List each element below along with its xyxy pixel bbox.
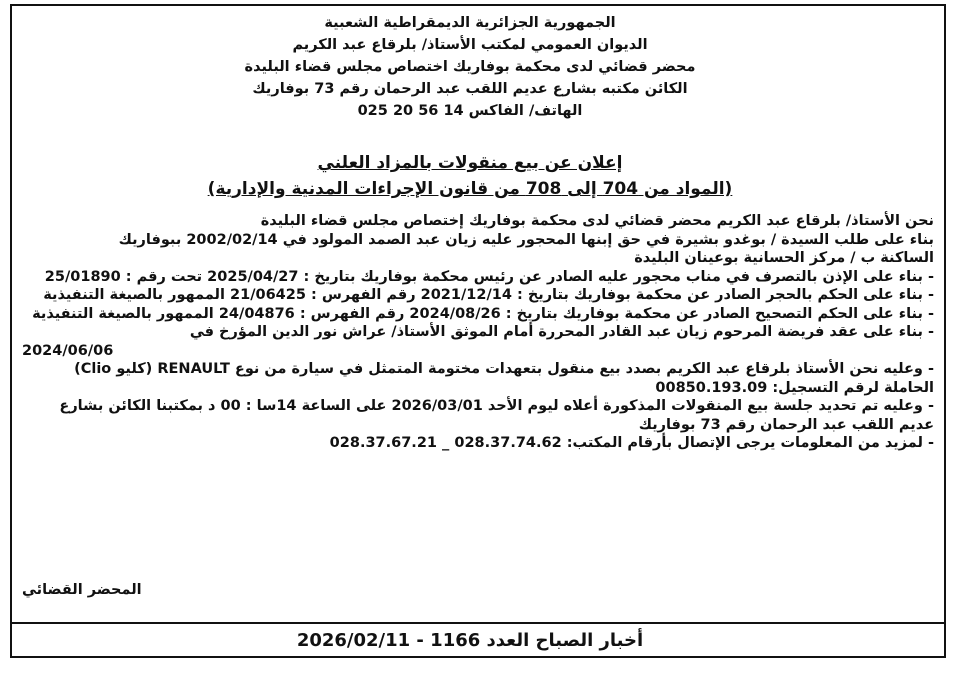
header-line-phone: الهاتف/ الفاكس 14 56 20 025 — [357, 103, 583, 119]
body-intro: نحن الأستاذ/ بلرقاع عبد الكريم محضر قضائي لدى محكمة بوفاريك إختصاص مجلس قضاء البليدة — [260, 213, 934, 229]
body-sale-item: - وعليه نحن الأستاذ بلرقاع عبد الكريم بصدد بيع منقول بتعهدات مختومة المتمثل في سيارة من نوع RENAULT (كليو Clio) الحاملة لرقم التسجيل: 00850.193.09 — [74, 361, 934, 396]
signature: المحضر القضائي — [22, 582, 142, 598]
header-line-republic: الجمهورية الجزائرية الديمقراطية الشعبية — [324, 15, 616, 31]
publication-footer: أخبار الصباح العدد 1166 - 2026/02/11 — [296, 630, 644, 651]
header-line-bailiff: محضر قضائي لدى محكمة بوفاريك اختصاص مجلس قضاء البليدة — [244, 59, 696, 75]
body-inheritance-deed: - بناء على عقد فريضة المرحوم زيان عبد القادر المحررة أمام الموثق الأستاذ/ عراش نور الدين المؤرخ في — [189, 324, 934, 340]
notice-title: إعلان عن بيع منقولات بالمزاد العلني — [317, 153, 623, 173]
header — [200, 12, 740, 122]
body-correction-ruling: - بناء على الحكم التصحيح الصادر عن محكمة بوفاريك بتاريخ : 2024/08/26 رقم الفهرس : 24/04876 الممهور بالصيغة التنفيذية — [32, 305, 934, 322]
body-session: - وعليه تم تحديد جلسة بيع المنقولات المذكورة أعلاه ليوم الأحد 2026/03/01 على الساعة 14سا : 00 د بمكتبنا الكائن بشارع عديم اللقب عبد الرحمان رقم 73 بوفاريك — [59, 398, 934, 433]
body-interdiction-ruling: - بناء على الحكم بالحجر الصادر عن محكمة بوفاريك بتاريخ : 2021/12/14 رقم الفهرس : 21/06425 الممهور بالصيغة التنفيذية — [43, 287, 934, 303]
notice-body — [22, 212, 934, 453]
header-line-address: الكائن مكتبه بشارع عديم اللقب عبد الرحمان رقم 73 بوفاريك — [252, 81, 688, 97]
body-request: بناء على طلب السيدة / بوغدو بشيرة في حق إبنها المحجور عليه زيان عبد الصمد المولود في 2002/02/14 ببوفاريك — [118, 231, 934, 248]
body-residence: الساكنة ب / مركز الحسانية بوعينان البليدة — [634, 250, 934, 266]
body-permission: - بناء على الإذن بالتصرف في مناب محجور عليه الصادر عن رئيس محكمة بوفاريك بتاريخ : 2025/04/27 تحت رقم : 25/01890 — [44, 268, 934, 285]
notice-subtitle: (المواد من 704 إلى 708 من قانون الإجراءات المدنية والإدارية) — [207, 179, 733, 199]
header-line-office: الديوان العمومي لمكتب الأستاذ/ بلرقاع عبد الكريم — [292, 37, 648, 53]
notice-titles — [180, 150, 760, 202]
body-inheritance-date: 2024/06/06 — [22, 342, 114, 359]
body-contact: - لمزيد من المعلومات يرجى الإتصال بأرقام المكتب: 028.37.74.62 _ 028.37.67.21 — [329, 435, 934, 451]
